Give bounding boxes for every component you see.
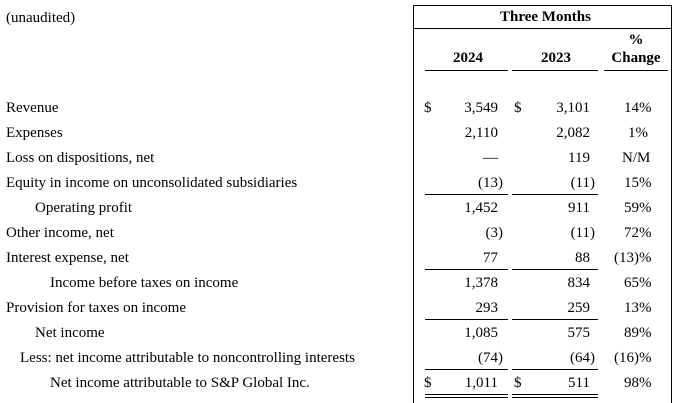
row-label-interest-expense: Interest expense, net xyxy=(6,250,129,266)
row-label-equity-in-income: Equity in income on unconsolidated subsidiaries xyxy=(6,175,298,191)
value-2024: (13) xyxy=(478,175,503,191)
row-label-provision-for-taxes: Provision for taxes on income xyxy=(6,300,186,316)
row-label-net-income-attributable: Net income attributable to S&P Global Inc. xyxy=(50,375,310,391)
subtotal-rule-2024 xyxy=(425,269,508,270)
subtotal-rule-2023 xyxy=(512,194,598,195)
value-change: N/M xyxy=(622,150,651,166)
subtotal-rule-2024 xyxy=(425,319,508,320)
total-double-rule-2024 xyxy=(425,397,508,398)
header-divider xyxy=(413,28,672,29)
total-double-rule-2023 xyxy=(512,397,598,398)
value-2024: 77 xyxy=(483,250,498,266)
value-2023: (11) xyxy=(570,175,595,191)
col-header-2023: 2023 xyxy=(541,50,571,66)
subtotal-rule-2023 xyxy=(512,369,598,370)
value-2023: 511 xyxy=(568,375,590,391)
subtotal-rule-2024 xyxy=(425,369,508,370)
col-header-change-symbol: % xyxy=(628,32,644,48)
value-2024: 1,378 xyxy=(464,275,498,291)
table-left-border xyxy=(413,5,414,403)
value-2024: 3,549 xyxy=(464,100,498,116)
dollar-sign: $ xyxy=(514,375,522,391)
row-label-income-before-taxes: Income before taxes on income xyxy=(50,275,239,291)
subtotal-rule-2024 xyxy=(425,194,508,195)
unaudited-note: (unaudited) xyxy=(6,10,76,26)
row-label-operating-profit: Operating profit xyxy=(35,200,133,216)
value-2023: 88 xyxy=(575,250,590,266)
value-2023: (64) xyxy=(570,350,595,366)
col-header-2024: 2024 xyxy=(453,50,483,66)
value-2024: — xyxy=(483,150,498,166)
table-right-border xyxy=(671,5,672,403)
row-label-other-income: Other income, net xyxy=(6,225,114,241)
value-change: 72% xyxy=(624,225,652,241)
value-change: 1% xyxy=(628,125,648,141)
total-double-rule-2023 xyxy=(512,394,598,395)
group-header: Three Months xyxy=(500,9,591,25)
value-change: (13)% xyxy=(614,250,652,266)
value-2023: 259 xyxy=(567,300,590,316)
value-change: (16)% xyxy=(614,350,652,366)
value-2023: 834 xyxy=(567,275,590,291)
value-2023: 3,101 xyxy=(556,100,590,116)
value-2023: 911 xyxy=(568,200,590,216)
row-label-expenses: Expenses xyxy=(6,125,63,141)
value-2024: (3) xyxy=(485,225,503,241)
value-change: 59% xyxy=(624,200,652,216)
value-2024: 1,011 xyxy=(464,375,498,391)
col-header-change: Change xyxy=(611,50,661,66)
table-top-border xyxy=(413,5,672,6)
value-change: 14% xyxy=(624,100,652,116)
value-2024: 293 xyxy=(475,300,498,316)
dollar-sign: $ xyxy=(514,100,522,116)
value-2024: 1,452 xyxy=(464,200,498,216)
value-change: 13% xyxy=(624,300,652,316)
value-2023: 119 xyxy=(568,150,590,166)
dollar-sign: $ xyxy=(424,375,432,391)
subtotal-rule-2023 xyxy=(512,269,598,270)
value-2023: 2,082 xyxy=(556,125,590,141)
row-label-noncontrolling-interests: Less: net income attributable to noncontrolling interests xyxy=(20,350,355,366)
row-label-loss-on-dispositions: Loss on dispositions, net xyxy=(6,150,155,166)
value-change: 98% xyxy=(624,375,652,391)
subtotal-rule-2023 xyxy=(512,319,598,320)
value-2024: 2,110 xyxy=(464,125,498,141)
row-label-net-income: Net income xyxy=(35,325,105,341)
value-2023: 575 xyxy=(567,325,590,341)
value-change: 89% xyxy=(624,325,652,341)
col-header-2024-underline xyxy=(425,70,508,71)
value-2023: (11) xyxy=(570,225,595,241)
total-double-rule-2024 xyxy=(425,394,508,395)
col-header-2023-underline xyxy=(512,70,598,71)
dollar-sign: $ xyxy=(424,100,432,116)
value-2024: (74) xyxy=(478,350,503,366)
value-change: 15% xyxy=(624,175,652,191)
value-change: 65% xyxy=(624,275,652,291)
row-label-revenue: Revenue xyxy=(6,100,59,116)
col-header-change-underline xyxy=(604,70,668,71)
value-2024: 1,085 xyxy=(464,325,498,341)
